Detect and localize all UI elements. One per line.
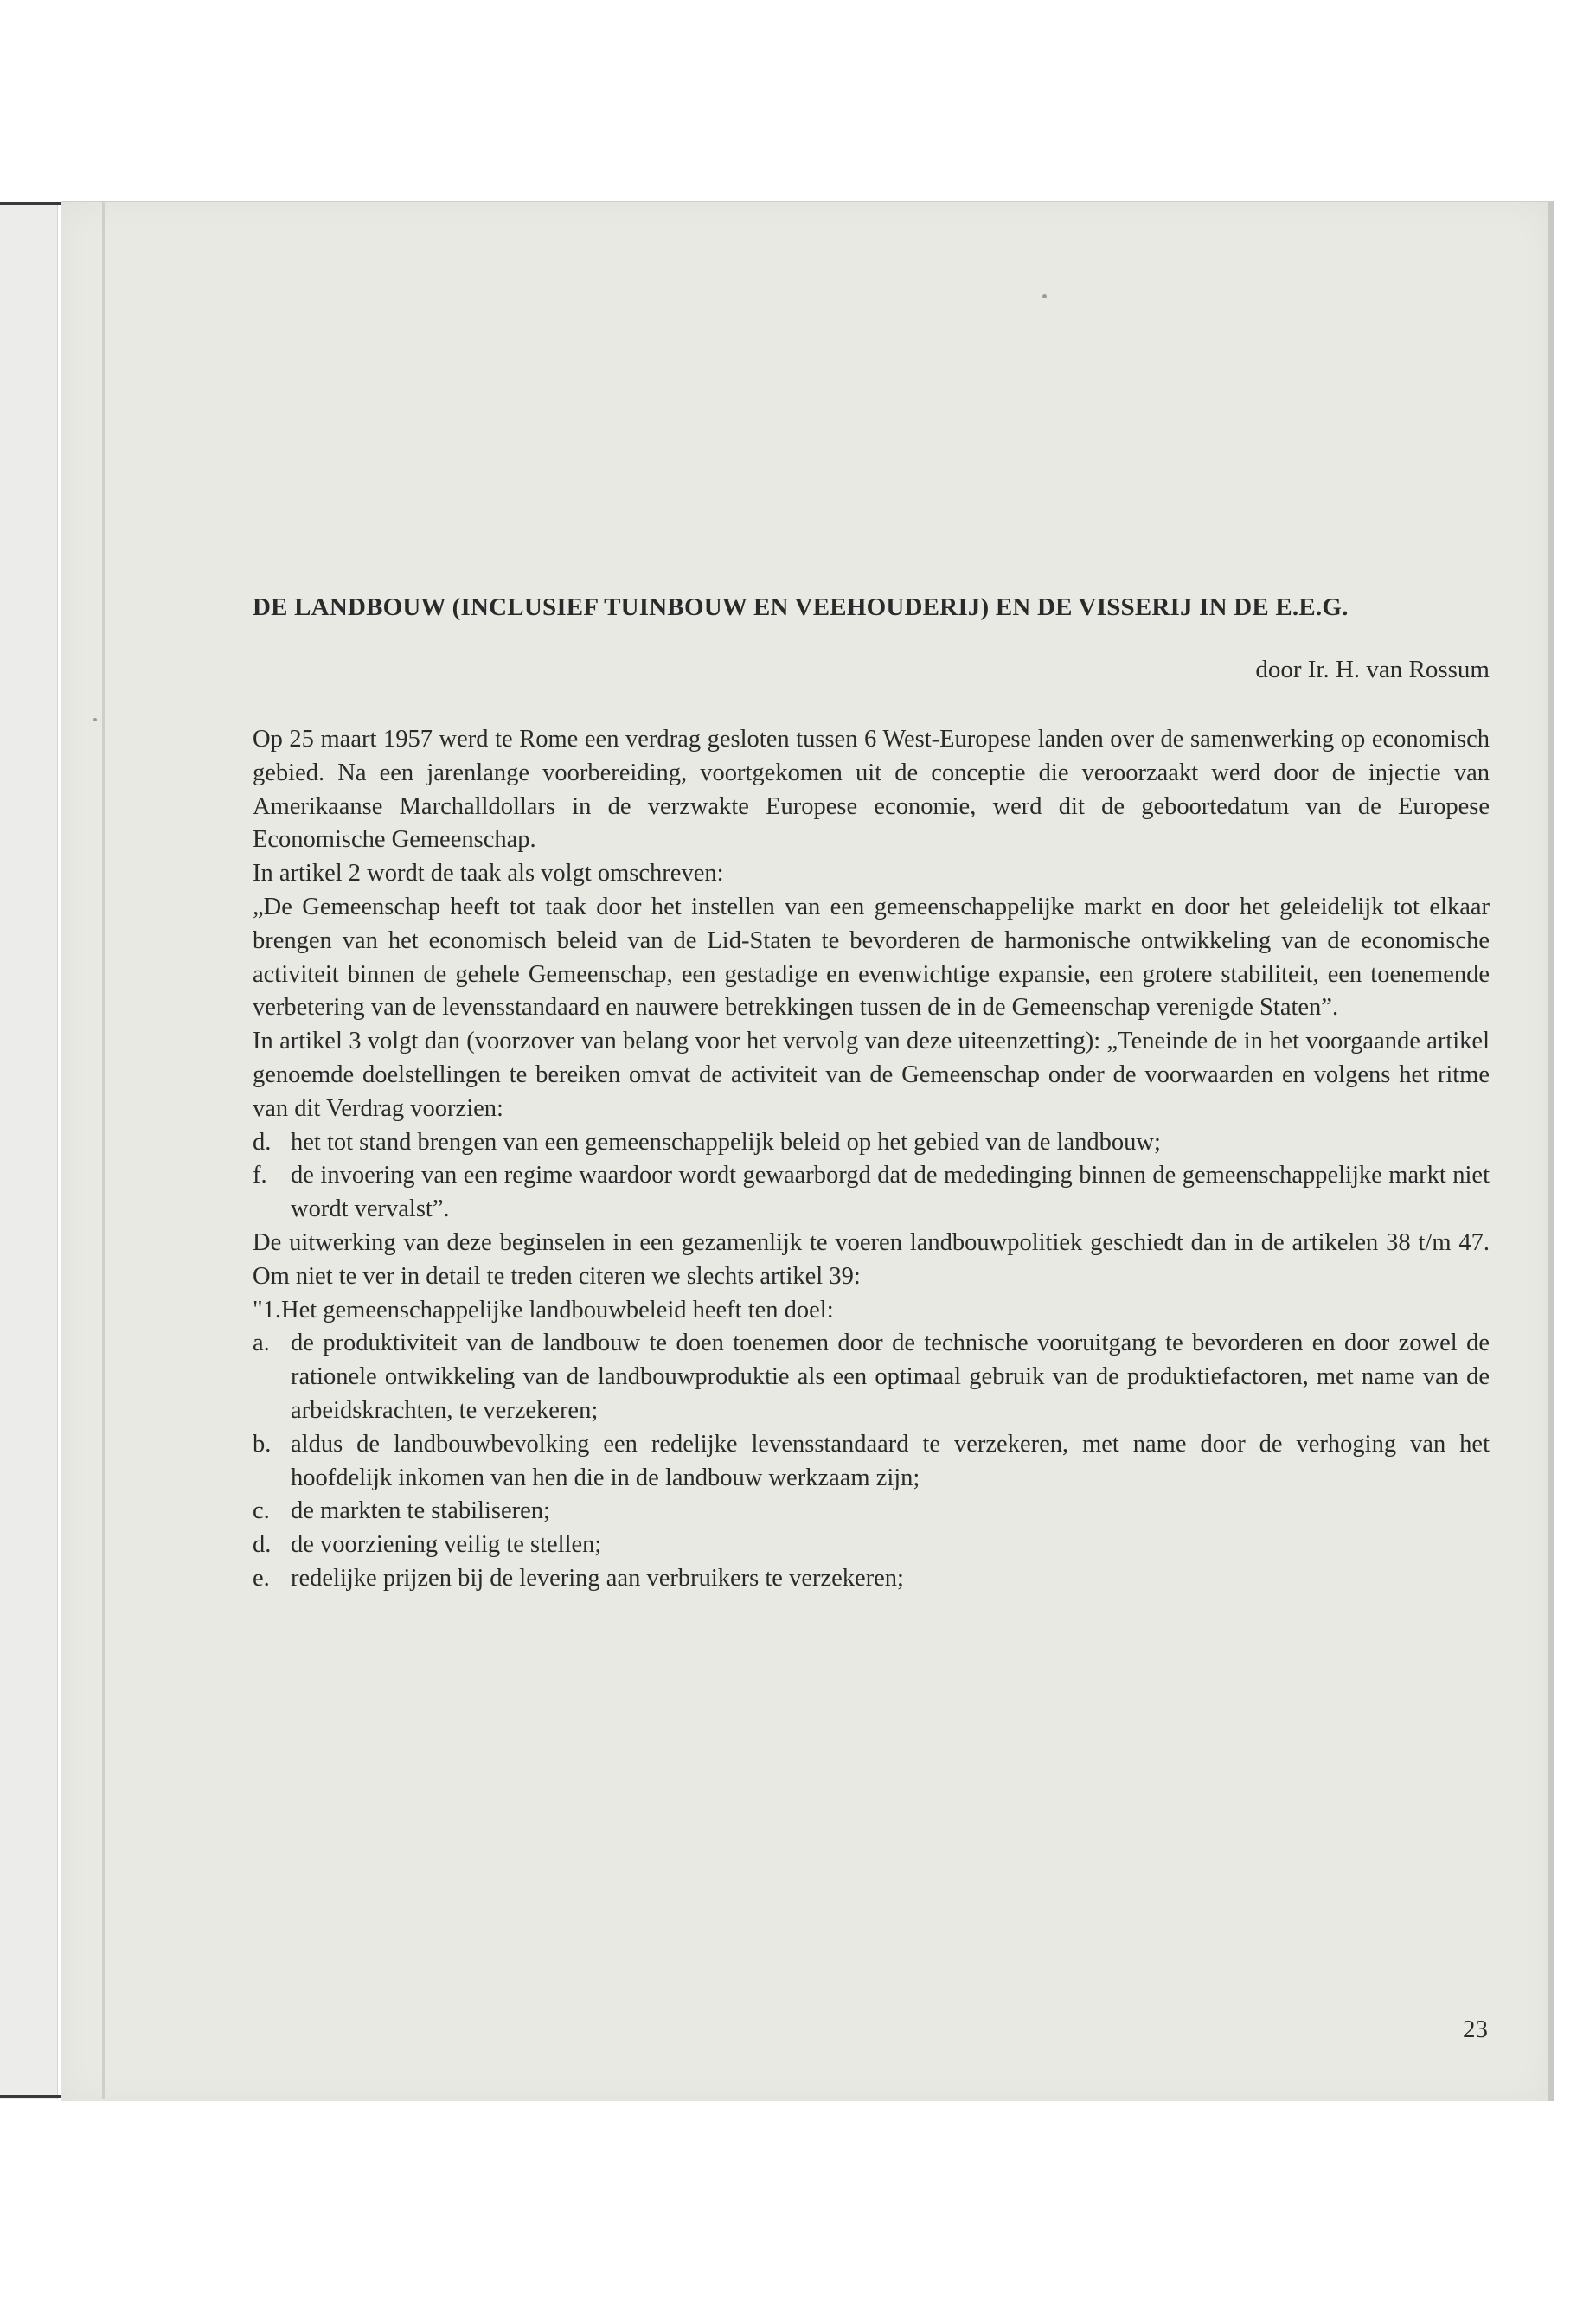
list-marker: d.: [253, 1531, 272, 1559]
list-marker: e.: [253, 1564, 270, 1592]
list-text: aldus de landbouwbevolking een redelijke levensstandaard te verzekeren, met name door de verhoging van het hoofdelijk inkomen van hen die in de landbouw werkzaam zijn;: [291, 1430, 1490, 1491]
paragraph-intro: Op 25 maart 1957 werd te Rome een verdrag gesloten tussen 6 West-Europese landen over de samenwerking op economisch gebied. Na een jarenlange voorbereiding, voortgekomen uit de conceptie die veroorzaakt werd door de injectie van Amerikaanse Marchalldollars in de verzwakte Europese economie, werd dit de geboortedatum van de Europese Economische Gemeenschap.: [253, 726, 1490, 854]
list-text: de markten te stabiliseren;: [291, 1497, 550, 1525]
list-item: [253, 1159, 1490, 1227]
speck: [1042, 294, 1047, 298]
speck: [93, 718, 97, 721]
list-text: het tot stand brengen van een gemeenschappelijk beleid op het gebied van de landbouw;: [291, 1128, 1161, 1156]
article-title: DE LANDBOUW (INCLUSIEF TUINBOUW EN VEEHOUDERIJ) EN DE VISSERIJ IN DE E.E.G.: [253, 593, 1349, 621]
list-text: de produktiviteit van de landbouw te doen toenemen door de technische vooruitgang te bevorderen en door zowel de rationele ontwikkeling van de landbouwproduktie als een optimaal gebruik van de produktiefactoren, met name van de arbeidskrachten, te verzekeren;: [291, 1330, 1490, 1424]
paragraph-articles-38-47: De uitwerking van deze beginselen in een gezamenlijk te voeren landbouwpolitiek geschiedt dan in de artikelen 38 t/m 47. Om niet te ver in detail te treden citeren we slechts artikel 39:: [253, 1228, 1490, 1290]
paragraph-article2-quote: „De Gemeenschap heeft tot taak door het instellen van een gemeenschappelijke markt en door het geleidelijk tot elkaar brengen van het economisch beleid van de Lid-Staten te bevorderen de harmonische ontwikkeling van de economische activiteit binnen de gehele Gemeenschap, een gestadige en evenwichtige expansie, een grotere stabiliteit, een toenemende verbetering van de levensstandaard en nauwere betrekkingen tussen de in de Gemeenschap verenigde Staten”.: [253, 893, 1490, 1022]
page-content: [253, 588, 1490, 1596]
list-item: [253, 1428, 1490, 1496]
list-item: [253, 1562, 1490, 1596]
paragraph-article3-intro: In artikel 3 volgt dan (voorzover van belang voor het vervolg van deze uiteenzetting): „Teneinde de in het voorgaande artikel genoemde doelstellingen te bereiken omvat de activiteit van de Gemeenschap onder de voorwaarden en volgens het ritme van dit Verdrag voorzien:: [253, 1028, 1490, 1122]
binding-line: [102, 201, 105, 2099]
list-item: [253, 1126, 1490, 1160]
page-number: 23: [1463, 2016, 1488, 2043]
paragraph-article2-intro: In artikel 2 wordt de taak als volgt omschreven:: [253, 860, 724, 888]
article-body: [253, 723, 1490, 1596]
list-marker: f.: [253, 1162, 267, 1189]
list-marker: b.: [253, 1430, 272, 1458]
list-text: de invoering van een regime waardoor wordt gewaarborgd dat de mededinging binnen de gemeenschappelijke markt niet wordt vervalst”.: [291, 1162, 1490, 1223]
list-item: [253, 1327, 1490, 1427]
list-marker: a.: [253, 1330, 270, 1357]
list-marker: d.: [253, 1128, 272, 1156]
author-byline: door Ir. H. van Rossum: [1255, 656, 1490, 683]
list-item: [253, 1495, 1490, 1529]
list-item: [253, 1529, 1490, 1562]
list-text: de voorziening veilig te stellen;: [291, 1531, 602, 1559]
article39-intro: "1.Het gemeenschappelijke landbouwbeleid heeft ten doel:: [253, 1296, 834, 1324]
list-text: redelijke prijzen bij de levering aan verbruikers te verzekeren;: [291, 1564, 904, 1592]
list-marker: c.: [253, 1497, 270, 1525]
binding-strip: [0, 204, 58, 2099]
